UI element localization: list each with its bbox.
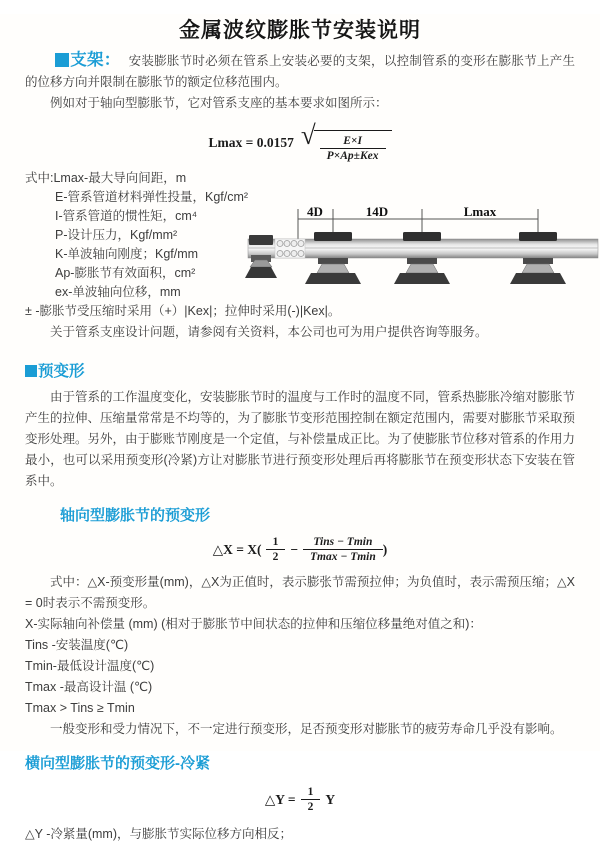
page-content: [0, 50, 600, 845]
page-title: 金属波纹膨胀节安装说明: [179, 19, 421, 42]
definition-item: P-设计压力，Kgf/mm²: [55, 228, 178, 242]
predeform-heading-text: 预变形: [38, 363, 85, 380]
axial-subheading: 轴向型膨胀节的预变形: [60, 507, 211, 524]
support-intro-paragraph: [25, 50, 575, 93]
definition-item: I-管系管道的惯性矩，cm⁴: [55, 209, 198, 223]
axial-formula-suffix: ): [382, 541, 388, 557]
bellows: [275, 239, 305, 258]
lmax-fraction-numerator: E×I: [343, 135, 362, 147]
lmax-formula: [25, 122, 575, 163]
lmax-fraction-denominator: P×Ap±Kex: [320, 148, 386, 163]
section-square-icon: [55, 53, 69, 67]
plusminus-note: ± -膨胀节受压缩时采用（+）|Kex|；拉伸时采用(-)|Kex|。: [25, 304, 341, 318]
dimension-label-14d: 14D: [365, 204, 389, 219]
one-half-fraction: [266, 535, 286, 564]
dimension-label-lmax: Lmax: [463, 204, 497, 219]
predeform-paragraph: 由于管系的工作温度变化，安装膨胀节时的温度与工作时的温度不同，管系热膨胀冷缩对膨胀节产生的拉伸、压缩量常常是不均等的，为了膨胀节变形范围控制在额定范围内，需要对膨胀节采取预变形处理。另外，由于膨账节刚度是一个定值，与补偿量成正比。为了使膨胀节位移对管系的作用力最小，也可以采用预变形(冷紧)方让对膨胀节进行预变形处理后再将膨胀节在预变形状态下安装在管系中。: [25, 390, 576, 488]
sqrt-expression: [301, 122, 392, 163]
axial-formula: [25, 535, 575, 564]
support-section-heading: 支架：: [70, 51, 121, 69]
axial-item: Tmax > Tins ≥ Tmin: [25, 701, 135, 715]
axial-formula-prefix: △X = X(: [212, 541, 262, 557]
axial-shizhong-note: 式中：△X-预变形量(mm)，△X为正值时，表示膨张节需预拉伸；为负值时，表示需预压缩；△X = 0时表示不需预变形。: [25, 575, 575, 610]
minus-operator: −: [290, 541, 299, 557]
one-half-fraction: [301, 785, 321, 814]
predeform-section-header: [25, 359, 575, 381]
axial-item: Tmin-最低设计温度(℃): [25, 659, 155, 673]
one-half-numerator: 1: [307, 786, 314, 798]
axial-general-note: 一般变形和受力情况下，不一定进行预变形，足否预变形对膨胀节的疲劳寿命几乎没有影响。: [50, 722, 563, 736]
lateral-formula-suffix: Y: [325, 791, 336, 807]
temperature-fraction: [303, 535, 383, 564]
dimension-label-4d: 4D: [307, 204, 323, 219]
radical-sign: √: [300, 120, 316, 150]
pipe-support-diagram: [245, 205, 600, 301]
document-page: [0, 14, 600, 841]
one-half-denominator: 2: [266, 549, 286, 564]
temperature-fraction-denominator: Tmax − Tmin: [303, 549, 383, 564]
one-half-numerator: 1: [272, 536, 279, 548]
lmax-formula-lhs: Lmax = 0.0157: [208, 134, 294, 150]
axial-item: Tmax -最高设计温 (℃): [25, 680, 153, 694]
lateral-formula: [25, 785, 575, 814]
axial-item: Tins -安装温度(℃): [25, 638, 129, 652]
temperature-fraction-numerator: Tins − Tmin: [313, 536, 373, 548]
definition-item: ex-单波轴向位移，mm: [55, 285, 181, 299]
support-intro-text: 安装膨胀节时必须在管系上安装必要的支架，以控制管系的变形在膨胀节上产生的位移方向并限制在膨胀节的额定位移范围内。: [25, 54, 575, 89]
lateral-subheading: 横向型膨胀节的预变形-冷紧: [25, 755, 210, 772]
axial-item: X-实际轴向补偿量 (mm) (相对于膨胀节中间状态的拉伸和压缩位移量绝对值之和)：: [25, 617, 482, 631]
definition-item: 式中:Lmax-最大导向间距，m: [25, 171, 187, 185]
definition-item: E-管系管道材料弹性投量，Kgf/cm²: [55, 190, 249, 204]
lateral-formula-prefix: △Y =: [264, 791, 296, 807]
definition-item: K-单波轴向刚度；Kgf/mm: [55, 247, 199, 261]
lmax-fraction: [320, 134, 386, 163]
one-half-denominator: 2: [301, 799, 321, 814]
definition-item: Ap-膨胀节有效面积，cm²: [55, 266, 196, 280]
radicand: [314, 130, 392, 163]
section-square-icon: [25, 365, 37, 377]
lateral-note: △Y -冷紧量(mm)，与膨胀节实际位移方向相反；: [25, 827, 293, 841]
consult-note: 关于管系支座设计问题，请参阅有关资料，本公司也可为用户提供咨询等服务。: [50, 325, 488, 339]
support-example-line: 例如对于轴向型膨胀节，它对管系支座的基本要求如图所示：: [50, 96, 388, 110]
definitions-and-diagram: [25, 169, 575, 301]
